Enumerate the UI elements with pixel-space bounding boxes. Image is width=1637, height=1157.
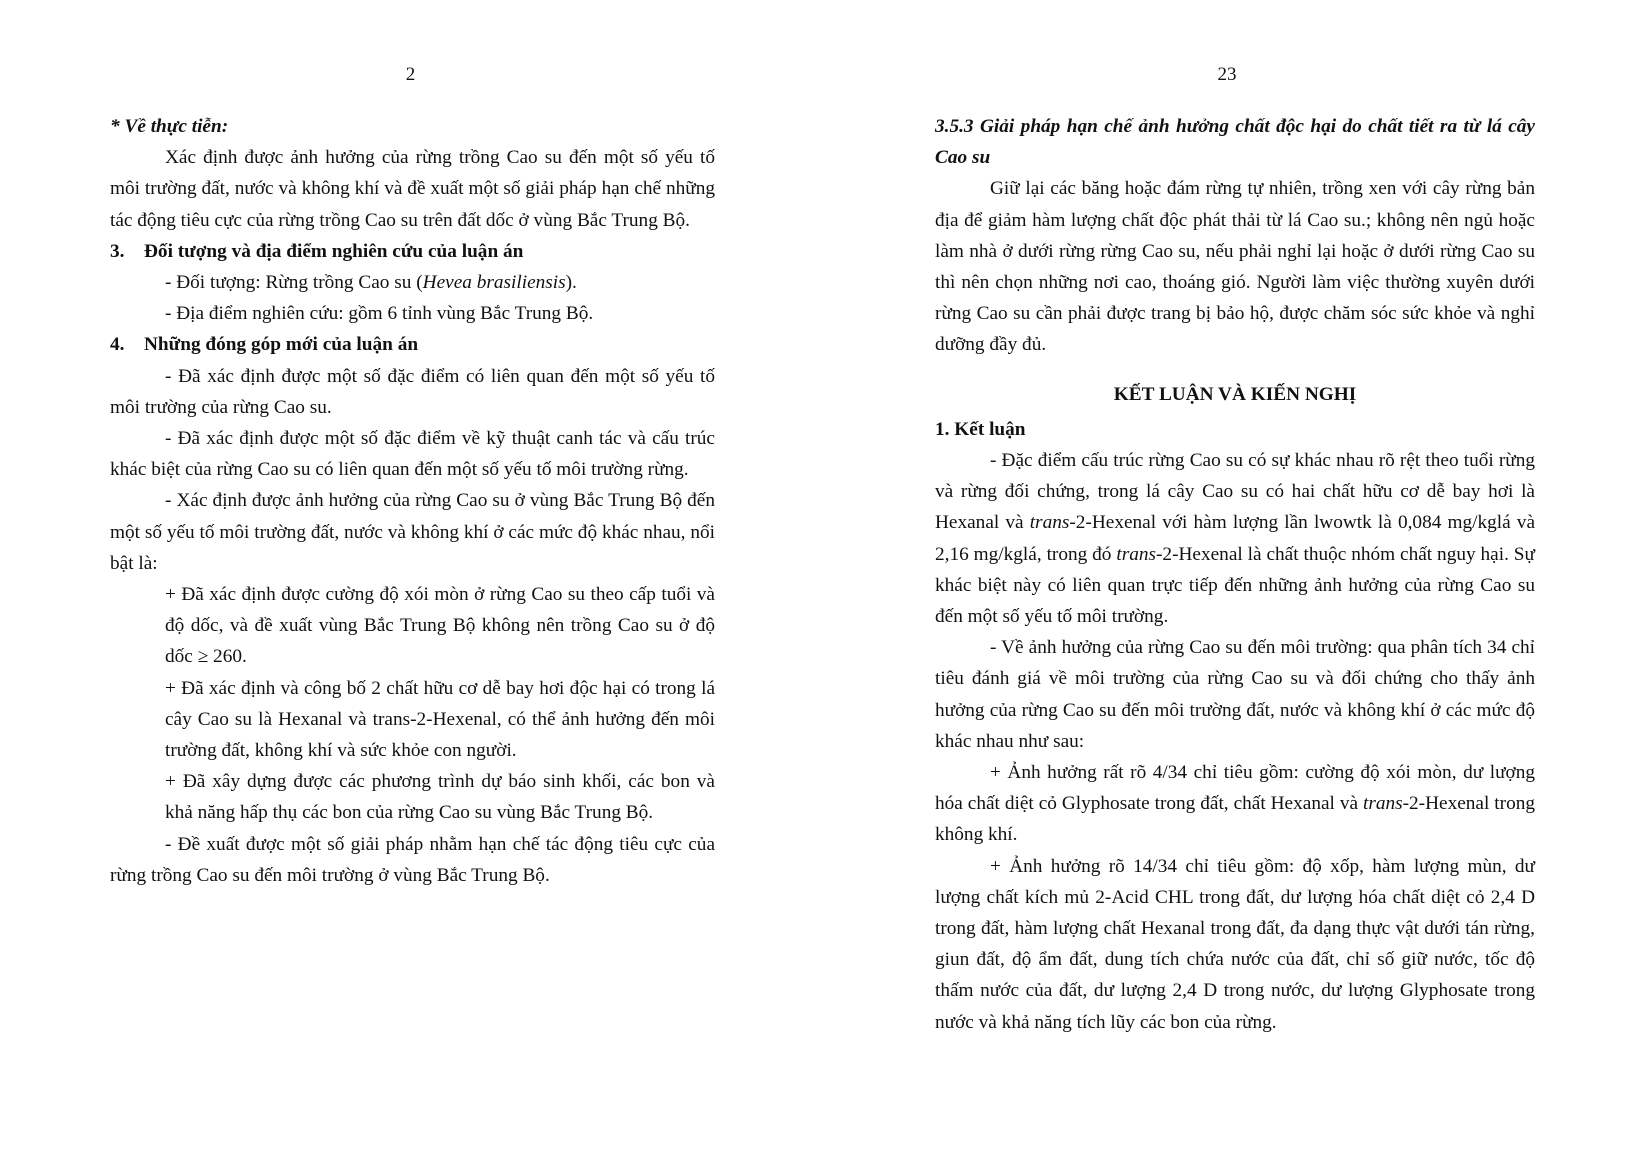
conclusion-1-part-3: -2-Hexenal là chất thuộc nhóm chất nguy hại. Sự khác biệt này có liên quan trực tiếp đến những ảnh hưởng của rừng Cao su đến một số yếu tố môi trường. [935, 543, 1535, 628]
section-3-heading [110, 236, 715, 267]
conclusion-1-part-2: -2-Hexenal với hàm lượng lần lwowtk là 0,084 mg/kglá và 2,16 mg/kglá, trong đó [935, 512, 1535, 565]
section-4-title: Những đóng góp mới của luận án [144, 334, 419, 356]
conclusion-3-part-2: -2-Hexenal trong không khí. [935, 793, 1535, 846]
contribution-4: - Đề xuất được một số giải pháp nhằm hạn chế tác động tiêu cực của rừng trồng Cao su đến môi trường ở vùng Bắc Trung Bộ. [110, 833, 715, 886]
conclusion-paragraph-3 [935, 757, 1535, 851]
page-number-right: 23 [1217, 64, 1237, 85]
right-page-content [935, 111, 1535, 1038]
contribution-3: - Xác định được ảnh hưởng của rừng Cao su ở vùng Bắc Trung Bộ đến một số yếu tố môi trường đất, nước và không khí ở các mức độ khác nhau, nổi bật là: [110, 490, 715, 574]
research-object-suffix: ). [565, 272, 577, 294]
contribution-1: - Đã xác định được một số đặc điểm có liên quan đến một số yếu tố môi trường của rừng Cao su. [110, 365, 715, 418]
solution-paragraph: Giữ lại các băng hoặc đám rừng tự nhiên, trồng xen với cây rừng bản địa để giảm hàm lượng chất độc phát thải từ lá Cao su.; không nên ngủ hoặc làm nhà ở dưới rừng rừng Cao su, nếu phải nghỉ lại hoặc ở dưới rừng Cao su thì nên chọn những nơi cao, thoáng gió. Người làm việc thường xuyên dưới rừng Cao su cần phải được trang bị bảo hộ, được chăm sóc sức khỏe và nghỉ dưỡng đầy đủ. [935, 178, 1535, 356]
sub-contribution-3: + Đã xây dựng được các phương trình dự báo sinh khối, các bon và khả năng hấp thụ các bon của rừng Cao su vùng Bắc Trung Bộ. [165, 771, 715, 824]
research-location: - Địa điểm nghiên cứu: gồm 6 tỉnh vùng Bắc Trung Bộ. [165, 303, 594, 325]
conclusion-title: KẾT LUẬN VÀ KIẾN NGHỊ [1113, 383, 1357, 405]
trans-italic: trans [1362, 793, 1403, 815]
contribution-2: - Đã xác định được một số đặc điểm về kỹ thuật canh tác và cấu trúc khác biệt của rừng Cao su có liên quan đến một số yếu tố môi trường rừng. [110, 428, 715, 481]
sub-contribution-2: + Đã xác định và công bố 2 chất hữu cơ dễ bay hơi độc hại có trong lá cây Cao su là Hexanal và trans-2-Hexenal, có thể ảnh hưởng đến môi trường đất, không khí và sức khỏe con người. [165, 677, 715, 762]
section-3-number: 3. [110, 240, 125, 262]
research-object-prefix: - Đối tượng: Rừng trồng Cao su ( [165, 272, 423, 294]
trans-italic: trans [1116, 543, 1157, 565]
conclusion-paragraph-1 [935, 445, 1535, 632]
trans-italic: trans [1029, 512, 1070, 534]
section-4-heading [110, 329, 715, 360]
section-4-number: 4. [110, 334, 125, 356]
conclusion-1-part-1: - Đặc điểm cấu trúc rừng Cao su có sự khác nhau rõ rệt theo tuổi rừng và rừng đối chứng, trong lá cây Cao su có hai chất hữu cơ dễ bay hơi là Hexanal và [935, 450, 1535, 534]
section-3-5-3-heading: 3.5.3 Giải pháp hạn chế ảnh hưởng chất độc hại do chất tiết ra từ lá cây Cao su [935, 116, 1535, 169]
left-page-content [110, 111, 715, 891]
page-number-left: 2 [405, 64, 416, 85]
sub-contribution-1: + Đã xác định được cường độ xói mòn ở rừng Cao su theo cấp tuổi và độ dốc, và đề xuất vùng Bắc Trung Bộ không nên trồng Cao su ở độ dốc ≥ 260. [165, 584, 715, 668]
conclusion-subheading: 1. Kết luận [935, 418, 1026, 440]
research-object [110, 267, 715, 298]
conclusion-3-part-1: + Ảnh hưởng rất rõ 4/34 chỉ tiêu gồm: cường độ xói mòn, dư lượng hóa chất diệt cỏ Glyphosate trong đất, chất Hexanal và [935, 762, 1535, 815]
practice-paragraph: Xác định được ảnh hưởng của rừng trồng Cao su đến một số yếu tố môi trường đất, nước và không khí và đề xuất một số giải pháp hạn chế những tác động tiêu cực của rừng trồng Cao su trên đất dốc ở vùng Bắc Trung Bộ. [110, 147, 715, 231]
conclusion-paragraph-2: - Về ảnh hưởng của rừng Cao su đến môi trường: qua phân tích 34 chỉ tiêu đánh giá về môi trường của rừng Cao su và đối chứng cho thấy ảnh hưởng của rừng Cao su đến môi trường đất, nước và không khí ở các mức độ khác nhau như sau: [935, 637, 1535, 752]
species-name: Hevea brasiliensis [422, 272, 566, 294]
conclusion-paragraph-4: + Ảnh hưởng rõ 14/34 chỉ tiêu gồm: độ xốp, hàm lượng mùn, dư lượng chất kích mủ 2-Acid CHL trong đất, dư lượng hóa chất diệt cỏ 2,4 D trong đất, hàm lượng chất Hexanal trong đất, đa dạng thực vật dưới tán rừng, giun đất, độ ẩm đất, dung tích chứa nước của đất, chỉ số giữ nước, tốc độ thấm nước của đất, dư lượng 2,4 D trong nước, dư lượng Glyphosate trong nước và khả năng tích lũy các bon của rừng. [935, 855, 1535, 1033]
practice-heading: * Về thực tiễn: [110, 116, 229, 137]
section-3-title: Đối tượng và địa điểm nghiên cứu của luận án [144, 240, 524, 262]
